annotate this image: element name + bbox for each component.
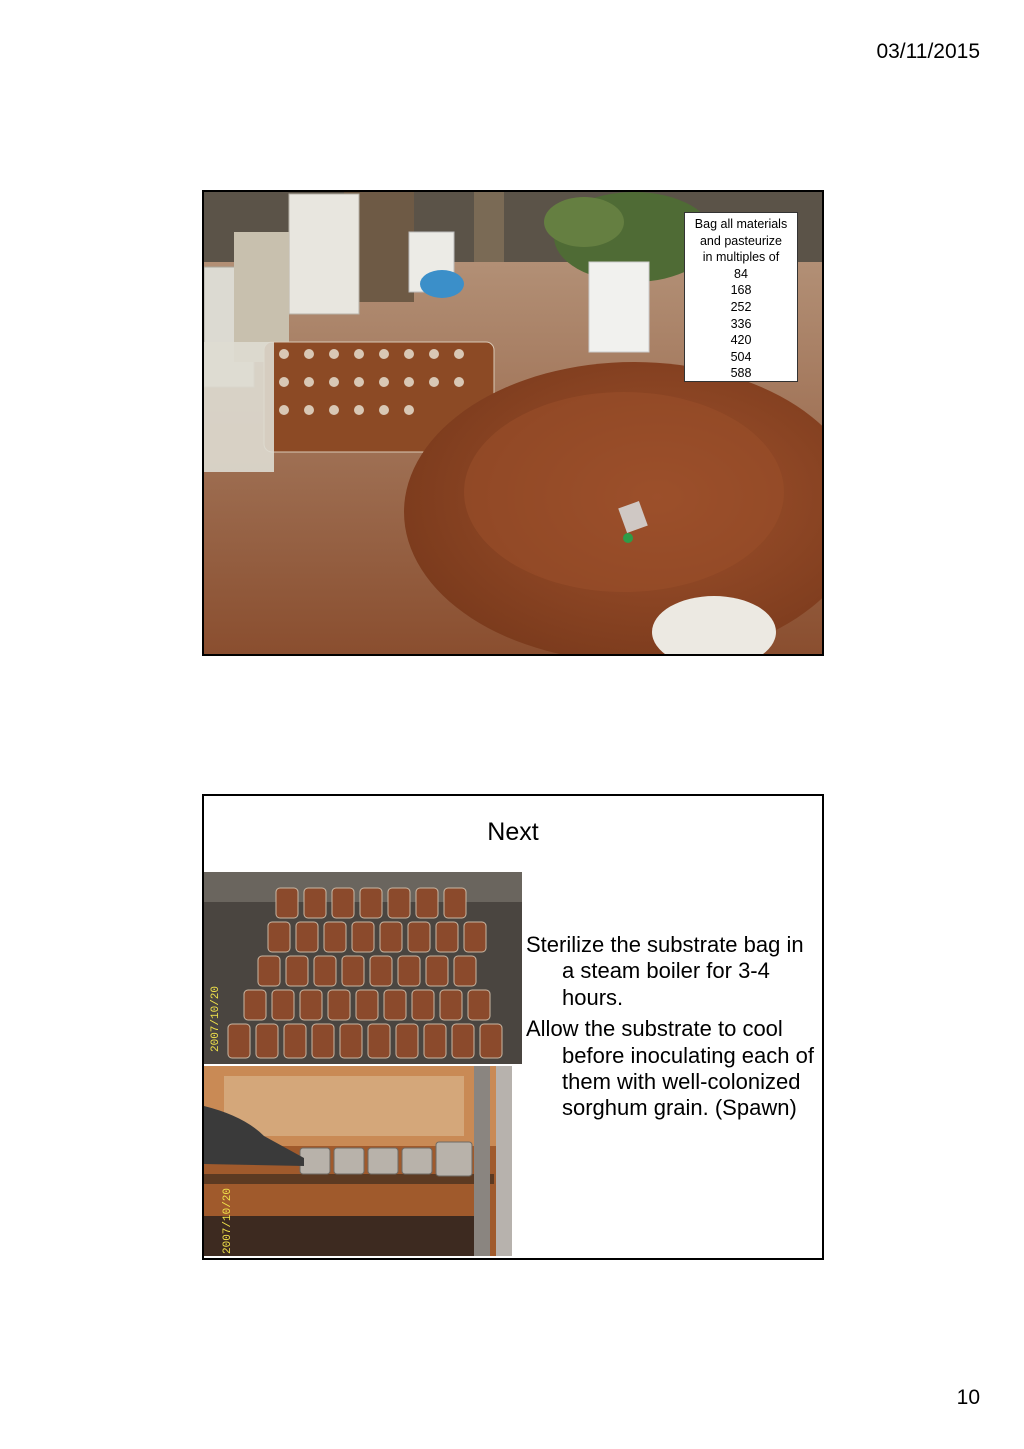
callout-line: 168 (730, 283, 752, 298)
callout-line: 420 (730, 333, 752, 348)
substrate-bags-stack-photo (204, 872, 522, 1064)
page-number: 10 (956, 1386, 980, 1409)
instruction-list (526, 932, 816, 1127)
slide-pasteurize-photo (202, 190, 824, 656)
instruction-item: Allow the substrate to cool before inoculating each of them with well-colonized sorghum grain. (Spawn) (526, 1016, 814, 1121)
steam-boiler-photo (204, 1066, 512, 1256)
photo-date-stamp: 2007/10/20 (210, 985, 222, 1052)
slide-next (202, 794, 824, 1260)
callout-line: in multiples of (702, 250, 780, 265)
callout-line: 588 (730, 366, 752, 381)
callout-line: 84 (734, 266, 748, 281)
instruction-item: Sterilize the substrate bag in a steam boiler for 3-4 hours. (526, 932, 804, 1010)
callout-line: and pasteurize (699, 233, 782, 248)
callout-line: Bag all materials (694, 217, 788, 231)
callout-line: 252 (730, 299, 752, 314)
callout-line: 336 (730, 316, 752, 331)
page-date: 03/11/2015 (876, 40, 980, 63)
slide-title: Next (487, 818, 539, 846)
callout-line: 504 (730, 349, 752, 364)
multiples-callout (684, 212, 798, 382)
photo-date-stamp: 2007/10/20 (222, 1187, 234, 1254)
